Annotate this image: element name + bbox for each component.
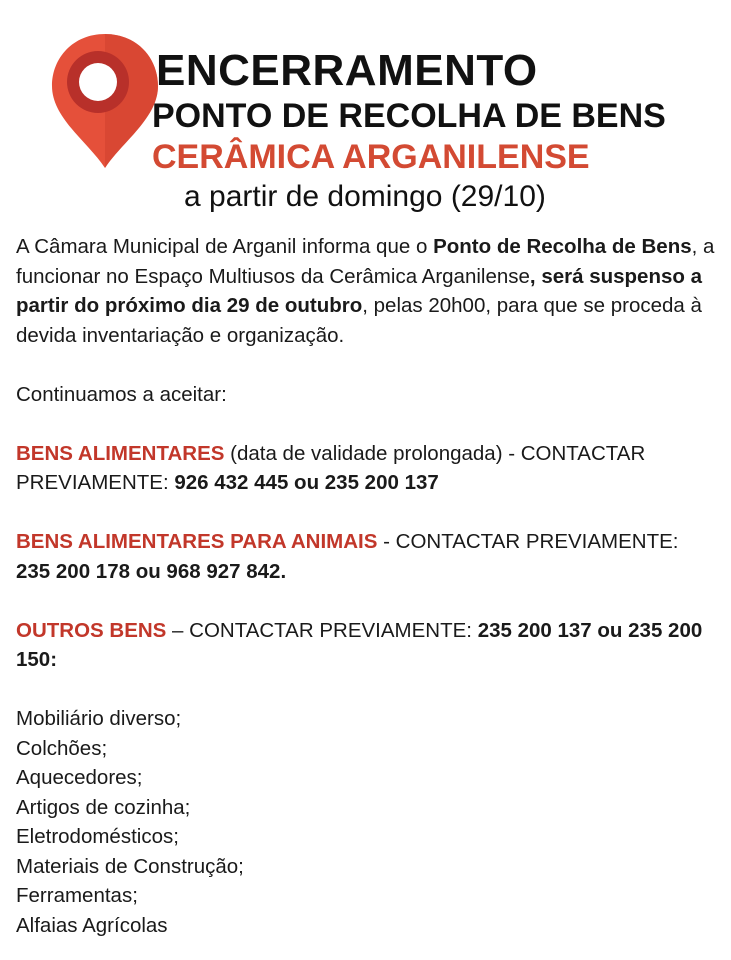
other-label: OUTROS BENS bbox=[16, 618, 167, 642]
food-label: BENS ALIMENTARES bbox=[16, 441, 225, 465]
headline-date: a partir de domingo (29/10) bbox=[184, 180, 546, 213]
map-pin-icon bbox=[48, 30, 162, 170]
headline-subtitle: PONTO DE RECOLHA DE BENS bbox=[152, 97, 666, 135]
list-item: Aquecedores; bbox=[16, 766, 143, 789]
list-item: Artigos de cozinha; bbox=[16, 795, 191, 819]
food-phones: 926 432 445 ou 235 200 137 bbox=[174, 471, 439, 494]
other-section: OUTROS BENS – CONTACTAR PREVIAMENTE: 235 200 137 ou 235 200 150: bbox=[16, 618, 703, 671]
food-section: BENS ALIMENTARES (data de validade prolongada) - CONTACTAR PREVIAMENTE: 926 432 445 ou 235 200 137 bbox=[16, 441, 646, 494]
headline-location: CERÂMICA ARGANILENSE bbox=[152, 138, 590, 176]
list-item: Materiais de Construção; bbox=[16, 854, 244, 878]
continue-text: Continuamos a aceitar: bbox=[16, 382, 227, 406]
animal-food-phones: 235 200 178 ou 968 927 842. bbox=[16, 559, 287, 583]
announcement-body bbox=[16, 232, 718, 940]
intro-paragraph: A Câmara Municipal de Arganil informa que o Ponto de Recolha de Bens, a funcionar no Espaço Multiusos da Cerâmica Arganilense, será suspenso a partir do próximo dia 29 de outubro, pelas 20h00, para que se proceda à devida inventariação e organização. bbox=[16, 235, 715, 347]
other-phones: 235 200 137 ou 235 200 150: bbox=[16, 618, 703, 671]
list-item: Alfaias Agrícolas bbox=[16, 913, 168, 937]
headline-title: ENCERRAMENTO bbox=[156, 46, 538, 95]
animal-food-label: BENS ALIMENTARES PARA ANIMAIS bbox=[16, 530, 378, 553]
accepted-items-list bbox=[16, 704, 718, 940]
list-item: Ferramentas; bbox=[16, 884, 138, 907]
animal-food-section: BENS ALIMENTARES PARA ANIMAIS - CONTACTAR PREVIAMENTE: 235 200 178 ou 968 927 842. bbox=[16, 530, 679, 583]
list-item: Eletrodomésticos; bbox=[16, 825, 179, 848]
list-item: Colchões; bbox=[16, 736, 108, 760]
list-item: Mobiliário diverso; bbox=[16, 707, 182, 730]
